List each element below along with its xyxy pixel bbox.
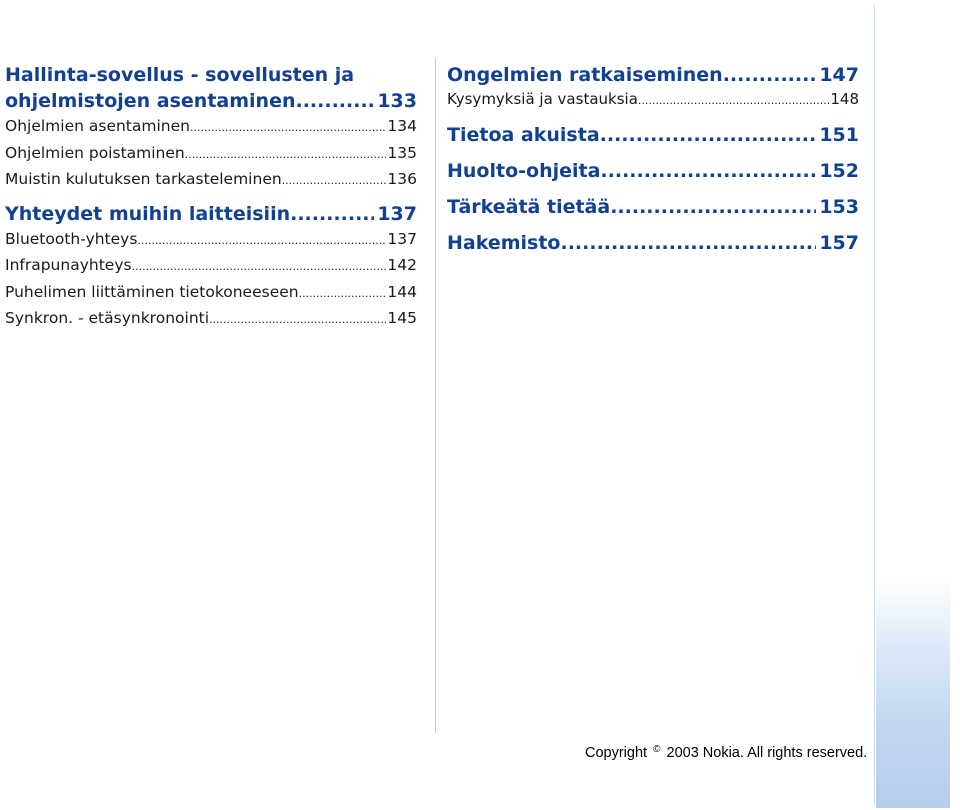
toc-item-muistin-kulutus[interactable] [5, 167, 417, 194]
dot-leader [600, 158, 816, 184]
item-label: Infrapunayhteys [5, 256, 132, 274]
heading-line: Hallinta-sovellus - sovellusten ja [5, 64, 355, 86]
toc-item-ohjelmien-asentaminen[interactable] [5, 114, 417, 141]
toc-right-column [447, 62, 859, 256]
page-number: 152 [819, 160, 859, 182]
page-number: 136 [387, 170, 417, 188]
toc-item-bluetooth[interactable] [5, 227, 417, 254]
copyright-notice [585, 744, 867, 761]
dot-leader [290, 201, 374, 227]
dot-leader [600, 122, 817, 148]
item-label: Synkron. - etäsynkronointi [5, 309, 210, 327]
item-label: Kysymyksiä ja vastauksia [447, 90, 638, 108]
copyright-word: Copyright [585, 745, 648, 761]
item-label: Muistin kulutuksen tarkasteleminen [5, 170, 282, 188]
item-label: Bluetooth-yhteys [5, 229, 138, 248]
item-label: Ohjelmien asentaminen [5, 117, 190, 135]
heading-label: Tärkeätä tietää [447, 196, 611, 218]
page-number: 147 [819, 64, 859, 86]
toc-item-infrapuna[interactable] [5, 253, 417, 280]
column-divider [435, 58, 436, 733]
page-number: 153 [819, 196, 859, 218]
toc-item-ohjelmien-poistaminen[interactable] [5, 141, 417, 168]
toc-heading-yhteydet[interactable] [5, 201, 417, 227]
heading-label: Huolto-ohjeita [447, 160, 601, 182]
item-label: Puhelimen liittäminen tietokoneeseen [5, 282, 299, 301]
item-label: Ohjelmien poistaminen [5, 143, 185, 162]
page-number: 137 [377, 202, 417, 225]
copyright-symbol: © [653, 744, 661, 755]
heading-label: Ongelmien ratkaiseminen [447, 64, 723, 86]
toc-left-column [5, 62, 417, 333]
page-number: 145 [387, 309, 417, 327]
toc-heading-tietoa-akuista[interactable] [447, 122, 859, 148]
page-number: 151 [819, 124, 859, 146]
dot-leader [132, 255, 387, 280]
toc-item-tietokone[interactable] [5, 280, 417, 307]
side-gradient-band [876, 580, 950, 808]
dot-leader [137, 229, 386, 254]
side-rule [874, 5, 875, 805]
page-number: 133 [377, 90, 417, 112]
toc-heading-tarkeata[interactable] [447, 194, 859, 220]
heading-label: Hakemisto [447, 232, 561, 254]
dot-leader [282, 169, 387, 194]
page-number: 157 [819, 232, 859, 254]
dot-leader [638, 90, 829, 112]
dot-leader [610, 194, 816, 220]
toc-heading-ongelmien[interactable] [447, 62, 859, 88]
dot-leader [190, 116, 386, 141]
toc-heading-hallinta[interactable] [5, 62, 417, 114]
dot-leader [209, 308, 386, 333]
toc-heading-huolto[interactable] [447, 158, 859, 184]
dot-leader [185, 143, 387, 168]
page-number: 135 [387, 143, 417, 162]
heading-label: Tietoa akuista [447, 124, 600, 146]
toc-item-kysymyksia[interactable] [447, 88, 859, 112]
page-number: 134 [387, 117, 417, 135]
page-number: 137 [387, 229, 417, 248]
dot-leader [561, 230, 817, 256]
heading-label: Yhteydet muihin laitteisiin [5, 202, 291, 225]
dot-leader [299, 282, 387, 307]
copyright-text: 2003 Nokia. All rights reserved. [666, 745, 868, 761]
toc-heading-hakemisto[interactable] [447, 230, 859, 256]
heading-label: ohjelmistojen asentaminen [5, 90, 296, 112]
dot-leader [723, 62, 817, 88]
page-number: 142 [387, 256, 417, 274]
page-number: 144 [387, 282, 417, 301]
toc-item-synkron[interactable] [5, 306, 417, 333]
dot-leader [295, 88, 374, 114]
page-number: 148 [830, 90, 859, 108]
